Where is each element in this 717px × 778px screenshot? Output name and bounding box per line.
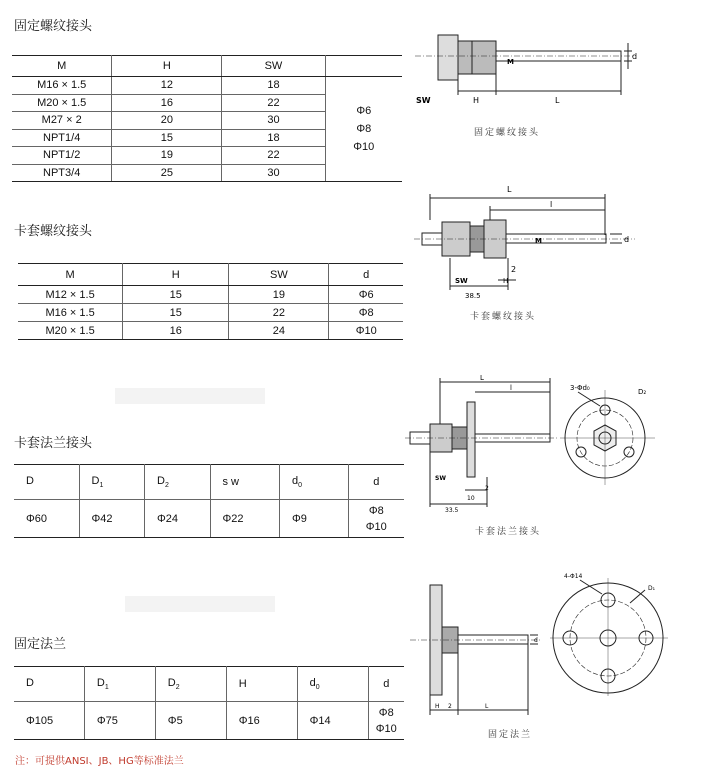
col-header-d: d [329, 264, 403, 286]
cell: M12 × 1.5 [18, 286, 123, 304]
cell: Φ105 [14, 702, 84, 740]
cell: Φ5 [155, 702, 226, 740]
caption-fixed-flange: 固定法兰 [488, 730, 533, 740]
col-header-d2: $D_2$ [155, 667, 226, 702]
col-header-d-big: D [14, 667, 84, 702]
label-h: H [473, 96, 480, 105]
cell: Φ42 [79, 500, 145, 538]
col-header-d2: $D_2$ [145, 465, 211, 500]
cell: 12 [112, 77, 222, 95]
section3-title: 卡套法兰接头 [14, 436, 93, 451]
label-d: d [632, 52, 638, 61]
label-sw: SW [416, 96, 431, 105]
col-header-d: d [348, 465, 404, 500]
cell: 19 [229, 286, 329, 304]
cell: 22 [222, 94, 325, 112]
cell: Φ75 [84, 702, 155, 740]
cell: Φ14 [297, 702, 368, 740]
cell: 22 [222, 147, 325, 165]
table-row [18, 322, 403, 340]
col-header-d: d [368, 667, 404, 702]
table-row [18, 286, 403, 304]
cell: M20 × 1.5 [12, 94, 112, 112]
fixed-flange-table [14, 666, 404, 740]
label-dim: 33.5 [445, 507, 459, 514]
col-header-sw: SW [222, 56, 325, 77]
fixed-thread-drawing [410, 25, 640, 120]
label-dim: 38.5 [465, 292, 481, 300]
cell: NPT1/2 [12, 147, 112, 165]
col-header-d0: $d_0$ [297, 667, 368, 702]
label-two: 2 [511, 265, 517, 274]
col-header-d-big: D [14, 465, 79, 500]
cell: 18 [222, 129, 325, 147]
cell: 20 [112, 112, 222, 130]
col-header-blank [325, 56, 402, 77]
cell: Φ8 [329, 304, 403, 322]
col-header-sw: s w [210, 465, 280, 500]
cell: 15 [112, 129, 222, 147]
label-holes: 4-Φ14 [564, 573, 583, 580]
d-value: Φ8 [356, 123, 372, 135]
blurred-strip [115, 388, 265, 404]
label-l-lower: l [550, 200, 553, 209]
label-h: H [435, 703, 440, 710]
cell: Φ60 [14, 500, 79, 538]
cell: Φ24 [145, 500, 211, 538]
col-header-d0: $d_0$ [280, 465, 349, 500]
cell: 15 [123, 286, 229, 304]
cell: 30 [222, 112, 325, 130]
caption-ferrule-thread: 卡套螺纹接头 [470, 312, 537, 322]
cell: 24 [229, 322, 329, 340]
cell: NPT1/4 [12, 129, 112, 147]
label-sw: SW [455, 277, 468, 285]
ferrule-thread-table [18, 263, 403, 340]
cell: M16 × 1.5 [12, 77, 112, 95]
cell: 15 [123, 304, 229, 322]
label-holes: 3-Φd₀ [570, 384, 590, 392]
d-values-cell [325, 77, 402, 182]
table-row [18, 304, 403, 322]
cell: 16 [123, 322, 229, 340]
label-d1: D₁ [648, 585, 656, 592]
cell: 16 [112, 94, 222, 112]
fixed-flange-front-view [550, 568, 670, 698]
cell: 30 [222, 164, 325, 182]
section4-title: 固定法兰 [14, 637, 67, 652]
cell: M27 × 2 [12, 112, 112, 130]
cell: M20 × 1.5 [18, 322, 123, 340]
fixed-flange-drawing [410, 580, 545, 720]
section1-title: 固定螺纹接头 [14, 19, 93, 34]
cell: 22 [229, 304, 329, 322]
d-value: Φ8 [368, 504, 384, 517]
table-row [12, 77, 402, 95]
fixed-thread-table [12, 55, 402, 182]
col-header-h: H [226, 667, 297, 702]
d-value: Φ10 [353, 141, 375, 153]
label-m: M [507, 58, 514, 66]
cell: Φ22 [210, 500, 280, 538]
label-d: d [534, 637, 538, 644]
section2-title: 卡套螺纹接头 [14, 224, 93, 239]
blurred-strip [125, 596, 275, 612]
label-two: 2 [485, 485, 489, 492]
d-values-cell [368, 702, 404, 740]
d-value: Φ10 [375, 722, 397, 735]
label-ten: 10 [467, 495, 475, 502]
ferrule-flange-front-view [560, 380, 660, 490]
label-sw: SW [435, 475, 446, 482]
label-d: d [624, 235, 630, 244]
col-header-d1: $D_1$ [84, 667, 155, 702]
d-values-cell [348, 500, 404, 538]
label-l: L [555, 96, 560, 105]
ferrule-flange-table [14, 464, 404, 538]
cell: 19 [112, 147, 222, 165]
col-header-m: M [18, 264, 123, 286]
col-header-h: H [123, 264, 229, 286]
ferrule-flange-drawing [405, 372, 560, 517]
table-row [14, 500, 404, 538]
label-h: H [503, 277, 509, 285]
label-l: L [485, 703, 489, 710]
col-header-sw: SW [229, 264, 329, 286]
cell: 18 [222, 77, 325, 95]
label-m: M [535, 237, 542, 245]
col-header-m: M [12, 56, 112, 77]
d-value: Φ10 [365, 520, 387, 533]
caption-fixed-thread: 固定螺纹接头 [474, 128, 541, 138]
cell: Φ6 [329, 286, 403, 304]
col-header-d1: $D_1$ [79, 465, 145, 500]
footnote: 注：可提供ANSI、JB、HG等标准法兰 [15, 756, 184, 767]
label-d2: D₂ [638, 388, 647, 396]
label-two: 2 [448, 703, 452, 710]
d-value: Φ6 [356, 105, 372, 117]
d-value: Φ8 [378, 706, 394, 719]
table-row [14, 702, 404, 740]
cell: Φ9 [280, 500, 349, 538]
caption-ferrule-flange: 卡套法兰接头 [475, 527, 542, 537]
cell: Φ10 [329, 322, 403, 340]
cell: Φ16 [226, 702, 297, 740]
label-l-upper: L [507, 185, 512, 194]
ferrule-thread-drawing [410, 180, 640, 305]
cell: M16 × 1.5 [18, 304, 123, 322]
label-l-upper: L [480, 374, 484, 382]
label-l-lower: l [510, 384, 512, 392]
cell: NPT3/4 [12, 164, 112, 182]
cell: 25 [112, 164, 222, 182]
col-header-h: H [112, 56, 222, 77]
